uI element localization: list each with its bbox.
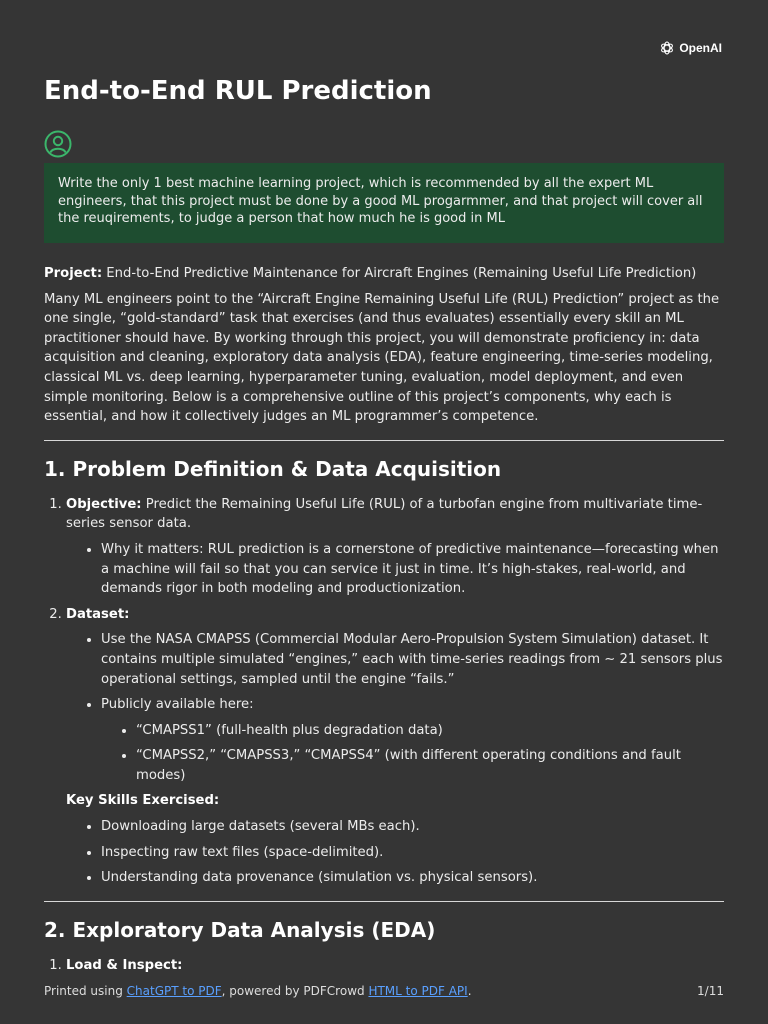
public-sublist bbox=[101, 721, 724, 786]
dataset-bullets bbox=[66, 630, 724, 785]
list-item: • Understanding data provenance (simulation vs. physical sensors). bbox=[101, 868, 724, 888]
chatgpt-to-pdf-link[interactable]: ChatGPT to PDF bbox=[126, 984, 222, 998]
user-avatar-icon bbox=[44, 130, 72, 158]
project-line bbox=[44, 264, 724, 284]
project-label: Project: bbox=[44, 266, 103, 281]
section-1-list bbox=[44, 495, 724, 786]
openai-logo-icon bbox=[659, 40, 675, 56]
user-prompt-text: Write the only 1 best machine learning project, which is recommended by all the expert ML engineers, that this project must be done by a good ML progarmmer, and that project will cover all the reuqirements, to judge a person that how much he is good in ML bbox=[58, 176, 703, 226]
skills-heading: Key Skills Exercised: bbox=[66, 793, 220, 809]
list-item: • “CMAPSS1” (full-health plus degradation data) bbox=[136, 721, 724, 741]
objective-bullets bbox=[66, 540, 724, 599]
load-inspect-item bbox=[66, 956, 724, 976]
html-to-pdf-api-link[interactable]: HTML to PDF API bbox=[368, 984, 468, 998]
section-1-heading: 1. Problem Definition & Data Acquisition bbox=[44, 456, 502, 481]
list-item: • Inspecting raw text files (space-delimited). bbox=[101, 843, 724, 863]
footer-credits bbox=[44, 984, 472, 998]
user-prompt-box bbox=[44, 163, 724, 243]
skills-list bbox=[44, 817, 724, 888]
section-divider bbox=[44, 440, 724, 441]
objective-item bbox=[66, 495, 724, 599]
assistant-response bbox=[44, 264, 724, 981]
page-title: End-to-End RUL Prediction bbox=[44, 76, 432, 106]
objective-text: Predict the Remaining Useful Life (RUL) of a turbofan engine from multivariate time-series sensor data. bbox=[66, 496, 703, 532]
why-matters-item: • Why it matters: RUL prediction is a cornerstone of predictive maintenance—forecasting when a machine will fail so that you can service it just in time. It’s high-stakes, real-world, and demands rigor in both modeling and productionization. bbox=[101, 540, 724, 599]
footer-printed-using: Printed using bbox=[44, 984, 127, 998]
dataset-item bbox=[66, 605, 724, 786]
list-item: • Downloading large datasets (several MBs each). bbox=[101, 817, 724, 837]
load-inspect-label: Load & Inspect: bbox=[66, 957, 183, 973]
public-item bbox=[101, 695, 724, 785]
footer-period: . bbox=[467, 984, 472, 998]
page-footer bbox=[44, 984, 724, 998]
intro-paragraph: Many ML engineers point to the “Aircraft Engine Remaining Useful Life (RUL) Prediction” project as the one single, “gold-standard” task that exercises (and thus evaluates) essentially every skill an ML practitioner should have. By working through this project, you will demonstrate proficiency in: data acquisition and cleaning, exploratory data analysis (EDA), feature engineering, time-series modeling, classical ML vs. deep learning, hyperparameter tuning, evaluation, model deployment, and even simple monitoring. Below is a comprehensive outline of this project’s components, why each is essential, and how it collectively judges an ML programmer’s competence. bbox=[44, 291, 720, 425]
section-2-heading: 2. Exploratory Data Analysis (EDA) bbox=[44, 917, 436, 942]
dataset-use-item: • Use the NASA CMAPSS (Commercial Modular Aero-Propulsion System Simulation) dataset. It contains multiple simulated “engines,” each with time-series readings from ∼ 21 sensors plus operational settings, sampled until the engine “fails.” bbox=[101, 630, 724, 689]
brand-name: OpenAI bbox=[679, 41, 722, 55]
page-number: 1/11 bbox=[697, 984, 724, 998]
list-item: • “CMAPSS2,” “CMAPSS3,” “CMAPSS4” (with different operating conditions and fault modes) bbox=[136, 746, 724, 785]
project-name: End-to-End Predictive Maintenance for Aircraft Engines (Remaining Useful Life Prediction) bbox=[106, 266, 697, 281]
section-divider bbox=[44, 901, 724, 902]
footer-powered-by: , powered by PDFCrowd bbox=[221, 984, 369, 998]
section-2-list bbox=[44, 956, 724, 976]
objective-label: Objective: bbox=[66, 496, 142, 512]
openai-brand bbox=[659, 40, 722, 56]
dataset-label: Dataset: bbox=[66, 606, 130, 622]
public-label: Publicly available here: bbox=[101, 697, 254, 713]
